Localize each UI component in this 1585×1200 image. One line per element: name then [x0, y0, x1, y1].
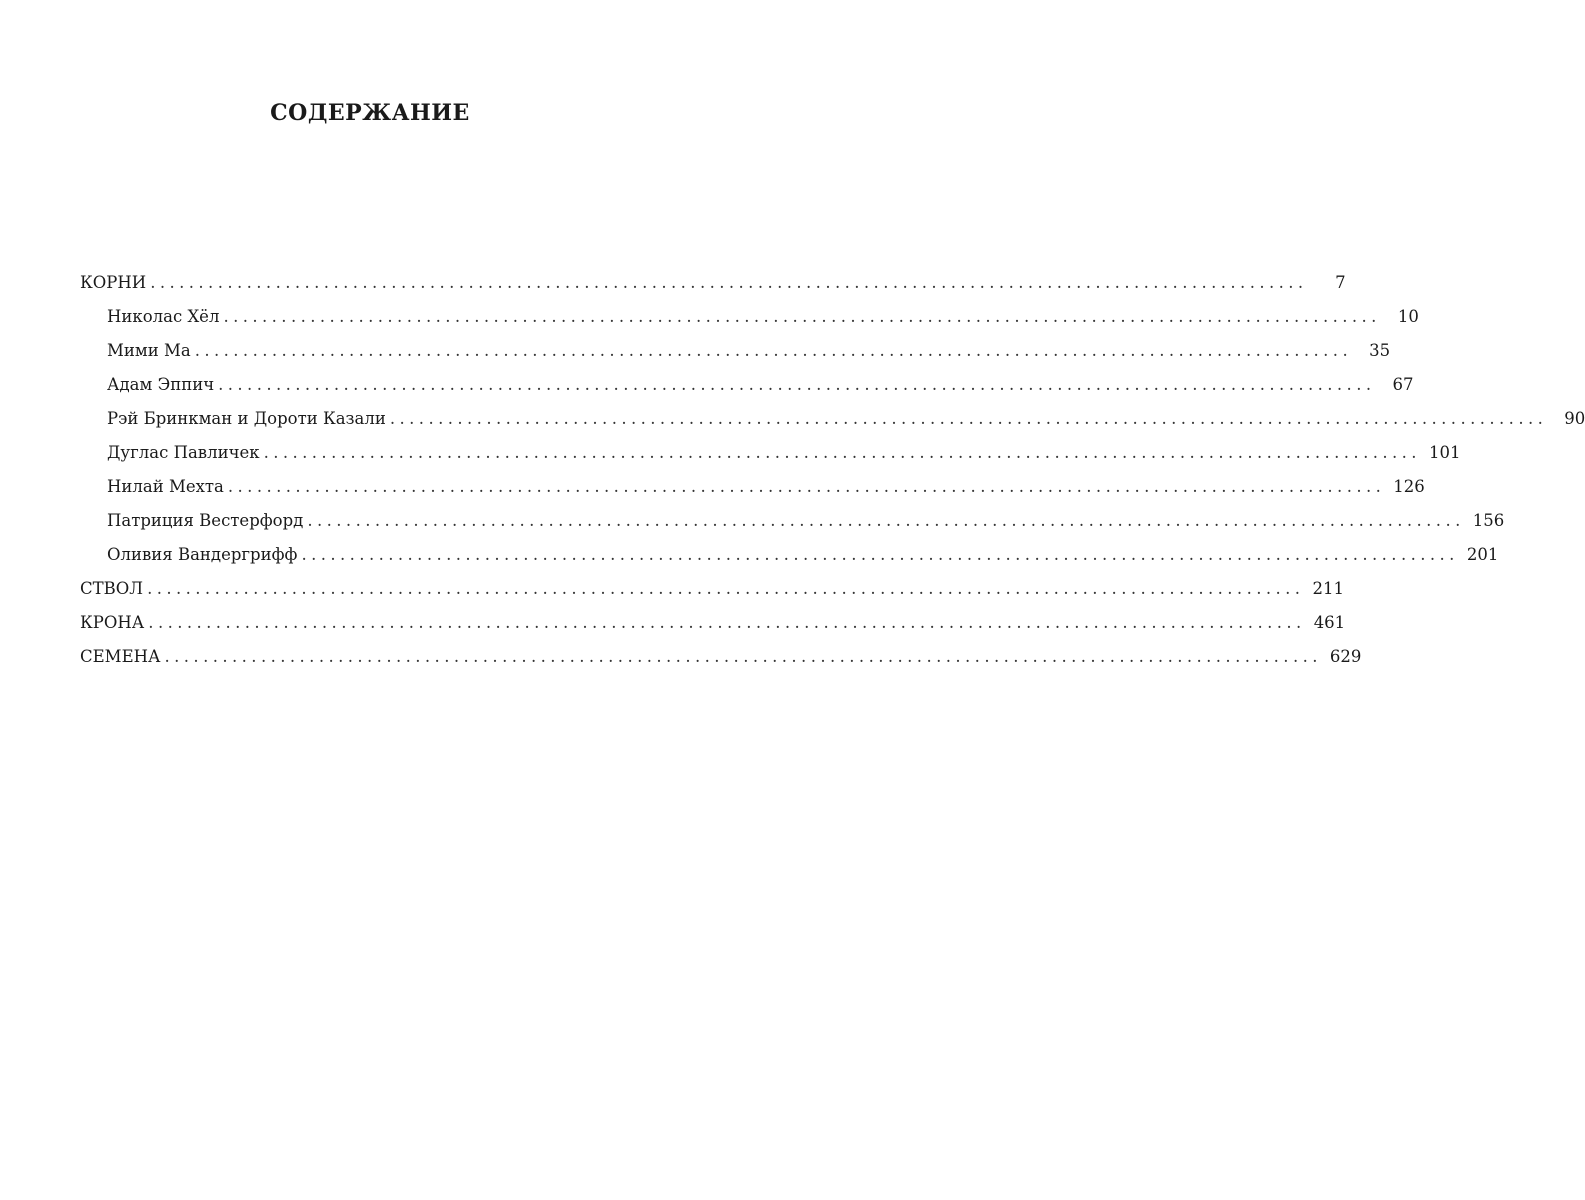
toc-leader-dots: ........................................................................................................................ — [307, 511, 1465, 530]
toc-entry-label: Адам Эппич — [107, 375, 215, 394]
toc-entry-page: 461 — [1313, 613, 1346, 632]
toc-entry-duglas-pavlichek — [80, 436, 1461, 470]
toc-entry-krona — [80, 606, 1346, 640]
toc-entry-semena — [80, 640, 1362, 674]
table-of-contents — [80, 266, 1585, 674]
page-title: СОДЕРЖАНИЕ — [270, 100, 470, 126]
toc-leader-dots: ........................................................................................................................ — [223, 307, 1381, 326]
toc-entry-label: КРОНА — [80, 613, 145, 632]
toc-entry-mimi-ma — [80, 334, 1391, 368]
toc-entry-stvol — [80, 572, 1344, 606]
toc-entry-page: 90 — [1564, 409, 1585, 428]
toc-entry-page: 7 — [1335, 273, 1346, 292]
toc-leader-dots: ........................................................................................................................ — [148, 613, 1306, 632]
toc-entry-nilai-mehta — [80, 470, 1425, 504]
toc-entry-page: 126 — [1393, 477, 1425, 496]
toc-entry-brinkman-kazali — [80, 402, 1585, 436]
toc-entry-page: 35 — [1369, 341, 1391, 360]
toc-entry-label: Дуглас Павличек — [107, 443, 260, 462]
toc-leader-dots: ........................................................................................................................ — [389, 409, 1548, 428]
toc-entry-korni — [80, 266, 1346, 300]
toc-entry-page: 201 — [1466, 545, 1499, 564]
toc-entry-label: Оливия Вандергрифф — [107, 545, 298, 564]
toc-leader-dots: ........................................................................................................................ — [150, 273, 1308, 292]
toc-entry-label: Рэй Бринкман и Дороти Казали — [107, 409, 386, 428]
toc-leader-dots: ........................................................................................................................ — [147, 579, 1305, 598]
toc-leader-dots: ........................................................................................................................ — [194, 341, 1353, 360]
toc-entry-nikolas-hel — [80, 300, 1419, 334]
toc-leader-dots: ........................................................................................................................ — [263, 443, 1421, 462]
toc-entry-olivia-vandergriff — [80, 538, 1499, 572]
toc-entry-page: 67 — [1392, 375, 1414, 394]
toc-entry-label: Николас Хёл — [107, 307, 220, 326]
toc-entry-adam-eppich — [80, 368, 1414, 402]
toc-leader-dots: ........................................................................................................................ — [301, 545, 1459, 564]
toc-entry-label: КОРНИ — [80, 273, 147, 292]
toc-leader-dots: ........................................................................................................................ — [227, 477, 1386, 496]
toc-entry-page: 211 — [1312, 579, 1344, 598]
toc-entry-label: СЕМЕНА — [80, 647, 161, 666]
toc-entry-page: 629 — [1329, 647, 1362, 666]
toc-entry-patricia-westerford — [80, 504, 1505, 538]
toc-entry-label: Мими Ма — [107, 341, 191, 360]
toc-entry-label: Нилай Мехта — [107, 477, 224, 496]
toc-leader-dots: ........................................................................................................................ — [164, 647, 1322, 666]
toc-leader-dots: ........................................................................................................................ — [218, 375, 1376, 394]
toc-entry-page: 10 — [1397, 307, 1419, 326]
toc-entry-page: 156 — [1472, 511, 1505, 530]
toc-entry-label: СТВОЛ — [80, 579, 144, 598]
toc-entry-label: Патриция Вестерфорд — [107, 511, 304, 530]
toc-entry-page: 101 — [1428, 443, 1461, 462]
